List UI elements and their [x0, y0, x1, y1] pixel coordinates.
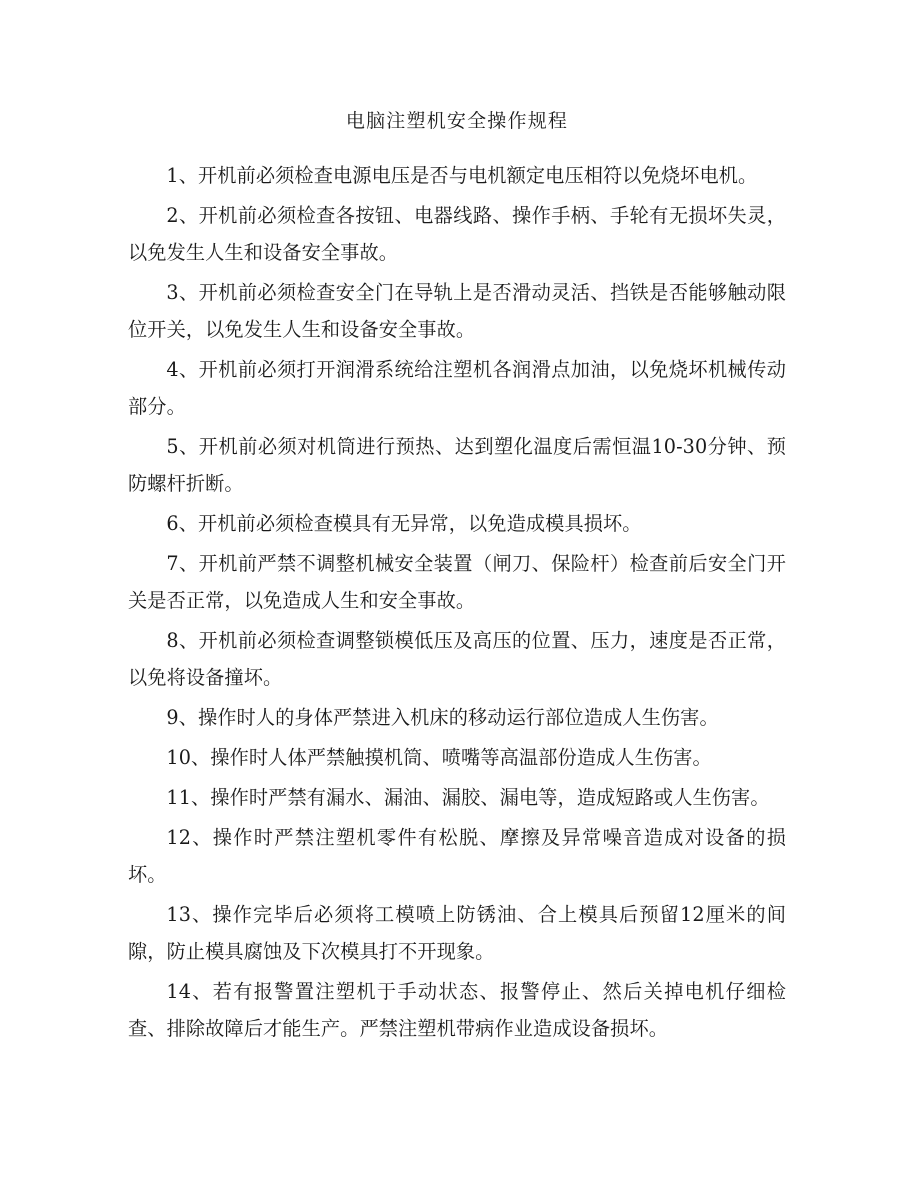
procedure-item-5: 5、开机前必须对机筒进行预热、达到塑化温度后需恒温10-30分钟、预防螺杆折断。 — [128, 435, 786, 495]
procedure-item-6: 6、开机前必须检查模具有无异常，以免造成模具损坏。 — [166, 512, 642, 535]
document-body — [128, 104, 786, 1047]
title-spacer — [128, 138, 786, 157]
procedure-item-9: 9、操作时人的身体严禁进入机床的移动运行部位造成人生伤害。 — [166, 706, 719, 729]
procedure-item-10: 10、操作时人体严禁触摸机筒、喷嘴等高温部份造成人生伤害。 — [166, 746, 712, 769]
page-title: 电脑注塑机安全操作规程 — [345, 110, 569, 132]
procedure-item-1: 1、开机前必须检查电源电压是否与电机额定电压相符以免烧坏电机。 — [166, 164, 758, 187]
procedure-item-3: 3、开机前必须检查安全门在导轨上是否滑动灵活、挡铁是否能够触动限位开关，以免发生人生和设备安全事故。 — [128, 281, 786, 341]
procedure-item-8: 8、开机前必须检查调整锁模低压及高压的位置、压力，速度是否正常，以免将设备撞坏。 — [128, 629, 786, 689]
procedure-item-7: 7、开机前严禁不调整机械安全装置（闸刀、保险杆）检查前后安全门开关是否正常，以免造成人生和安全事故。 — [128, 552, 786, 612]
procedure-item-12: 12、操作时严禁注塑机零件有松脱、摩擦及异常噪音造成对设备的损坏。 — [128, 826, 786, 886]
procedure-item-4: 4、开机前必须打开润滑系统给注塑机各润滑点加油，以免烧坏机械传动部分。 — [128, 358, 786, 418]
procedure-item-14: 14、若有报警置注塑机于手动状态、报警停止、然后关掉电机仔细检查、排除故障后才能生产。严禁注塑机带病作业造成设备损坏。 — [128, 980, 786, 1040]
procedure-item-2: 2、开机前必须检查各按钮、电器线路、操作手柄、手轮有无损坏失灵，以免发生人生和设备安全事故。 — [128, 204, 786, 264]
procedure-list — [128, 157, 786, 1047]
procedure-item-13: 13、操作完毕后必须将工模喷上防锈油、合上模具后预留12厘米的间隙，防止模具腐蚀及下次模具打不开现象。 — [128, 903, 786, 963]
procedure-item-11: 11、操作时严禁有漏水、漏油、漏胶、漏电等，造成短路或人生伤害。 — [166, 786, 770, 809]
